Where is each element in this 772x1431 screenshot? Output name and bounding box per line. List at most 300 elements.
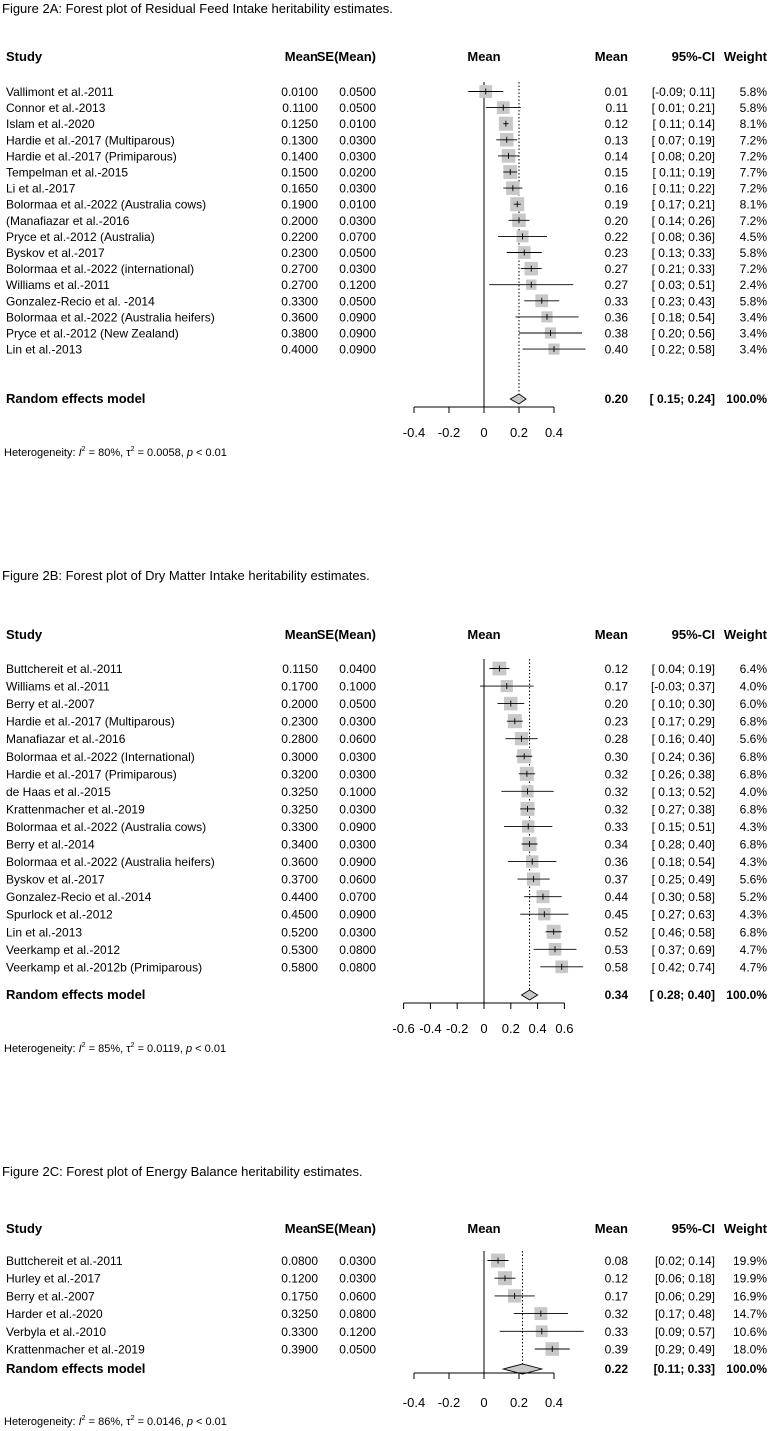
study-mean: 0.1100 — [282, 101, 318, 116]
study-mean: 0.3400 — [281, 837, 318, 852]
study-mean: 0.4000 — [281, 342, 318, 357]
study-label: Hardie et al.-2017 (Multiparous) — [6, 714, 175, 729]
study-label: Vallimont et al.-2011 — [6, 85, 114, 99]
study-mean: 0.1700 — [281, 679, 318, 694]
study-label: Berry et al.-2007 — [6, 697, 95, 712]
study-se-mean: 0.0300 — [339, 837, 376, 852]
study-row — [6, 872, 767, 886]
x-tick-label: -0.2 — [445, 1021, 469, 1036]
study-mean: 0.3000 — [281, 749, 318, 764]
study-mean-estimate: 0.28 — [604, 732, 628, 747]
study-mean-estimate: 0.36 — [604, 310, 628, 325]
study-weight: 4.0% — [739, 784, 767, 799]
tau-squared-superscript: 2 — [130, 446, 135, 453]
tau-squared-symbol: τ — [126, 1416, 131, 1428]
study-row — [6, 802, 767, 817]
study-mean-estimate: 0.44 — [604, 890, 628, 905]
study-ci: [ 0.27; 0.63] — [651, 907, 715, 922]
study-weight: 16.9% — [732, 1289, 767, 1304]
summary-mean: 0.20 — [604, 392, 628, 406]
study-se-mean: 0.0300 — [339, 767, 376, 782]
study-se-mean: 0.1000 — [339, 784, 376, 799]
study-label: Hardie et al.-2017 (Multiparous) — [6, 133, 175, 148]
study-weight: 6.8% — [739, 767, 767, 782]
study-ci: [ 0.23; 0.43] — [651, 294, 715, 309]
study-weight: 19.9% — [732, 1271, 767, 1286]
figure-caption: Figure 2B: Forest plot of Dry Matter Intake heritability estimates. — [2, 568, 370, 583]
x-tick-label: 0.4 — [528, 1021, 547, 1036]
study-se-mean: 0.0300 — [339, 133, 376, 148]
study-weight: 8.1% — [739, 197, 767, 212]
study-mean: 0.3600 — [281, 310, 318, 325]
header-mean: Mean — [284, 49, 318, 64]
study-mean: 0.2800 — [281, 732, 318, 747]
study-mean: 0.3700 — [281, 872, 318, 887]
study-mean-estimate: 0.40 — [604, 342, 628, 357]
study-ci: [ 0.17; 0.29] — [651, 714, 715, 729]
study-ci: [ 0.11; 0.14] — [652, 117, 715, 132]
study-ci: [ 0.17; 0.21] — [651, 197, 715, 212]
study-label: (Manafiazar et al.-2016 — [6, 213, 130, 228]
study-mean: 0.4500 — [281, 907, 318, 922]
summary-mean: 0.22 — [604, 1362, 628, 1376]
study-row — [6, 214, 767, 228]
study-row — [6, 165, 767, 179]
x-tick-label: 0.2 — [509, 1395, 529, 1410]
study-mean-estimate: 0.37 — [604, 872, 628, 887]
study-weight: 3.4% — [739, 310, 767, 325]
summary-weight: 100.0% — [726, 988, 767, 1002]
study-mean-estimate: 0.01 — [604, 85, 628, 99]
study-mean-estimate: 0.27 — [604, 278, 628, 293]
header-study: Study — [6, 49, 43, 64]
study-weight: 6.8% — [739, 837, 767, 852]
header-plot-mean: Mean — [467, 1221, 501, 1236]
x-tick-label: 0 — [480, 1021, 488, 1036]
study-mean-estimate: 0.19 — [604, 197, 628, 212]
study-se-mean: 0.0900 — [339, 855, 376, 870]
header-se-mean: SE(Mean) — [316, 1221, 376, 1236]
x-tick-label: 0.6 — [555, 1021, 574, 1036]
study-se-mean: 0.1200 — [339, 1324, 376, 1339]
study-mean: 0.2200 — [281, 229, 318, 244]
study-se-mean: 0.0900 — [339, 342, 376, 357]
study-row — [6, 697, 767, 711]
study-row — [6, 785, 767, 799]
study-mean: 0.1750 — [281, 1289, 318, 1304]
x-tick-label: 0 — [480, 1395, 488, 1410]
study-weight: 2.4% — [739, 278, 767, 293]
study-mean-estimate: 0.15 — [604, 165, 628, 180]
study-label: Williams et al.-2011 — [6, 679, 110, 694]
study-mean-estimate: 0.36 — [604, 855, 628, 870]
study-row — [6, 310, 767, 324]
study-ci: [ 0.24; 0.36] — [651, 749, 715, 764]
study-ci: [ 0.13; 0.52] — [651, 784, 715, 799]
forest-panel-b — [2, 568, 768, 1055]
study-weight: 7.2% — [739, 181, 767, 196]
tau-squared-symbol: τ — [126, 447, 131, 459]
study-mean: 0.3600 — [281, 855, 318, 870]
study-ci: [ 0.22; 0.58] — [651, 342, 715, 357]
study-mean-estimate: 0.12 — [604, 1271, 628, 1286]
study-row — [6, 943, 767, 957]
study-weight: 4.3% — [739, 855, 767, 870]
heterogeneity-prefix: Heterogeneity: — [4, 447, 79, 459]
header-se-mean: SE(Mean) — [316, 627, 376, 642]
study-weight: 6.8% — [739, 714, 767, 729]
study-mean: 0.1250 — [281, 117, 318, 132]
study-se-mean: 0.0900 — [339, 326, 376, 341]
study-label: Williams et al.-2011 — [6, 278, 110, 293]
study-mean-estimate: 0.53 — [604, 942, 628, 957]
study-mean: 0.5300 — [281, 942, 318, 957]
study-row — [6, 925, 767, 940]
study-mean: 0.5200 — [281, 925, 318, 940]
study-label: Lin et al.-2013 — [6, 925, 83, 940]
study-row — [6, 85, 767, 99]
summary-mean: 0.34 — [604, 988, 628, 1002]
study-mean-estimate: 0.32 — [604, 802, 628, 817]
study-se-mean: 0.0300 — [339, 749, 376, 764]
i-squared-symbol: I — [78, 447, 82, 459]
header-weight: Weight — [723, 49, 767, 64]
study-mean-estimate: 0.11 — [605, 101, 628, 116]
study-se-mean: 0.0500 — [339, 101, 376, 116]
summary-diamond — [510, 394, 526, 404]
summary-label: Random effects model — [6, 391, 146, 406]
study-mean-estimate: 0.12 — [604, 662, 628, 676]
study-weight: 3.4% — [739, 326, 767, 341]
study-mean: 0.4400 — [281, 890, 318, 905]
i-squared-symbol: I — [78, 1416, 82, 1428]
study-label: Bolormaa et al.-2022 (International) — [6, 749, 195, 764]
x-tick-label: -0.4 — [402, 1395, 426, 1410]
header-95-ci: 95%-CI — [671, 1221, 715, 1236]
study-se-mean: 0.0300 — [339, 149, 376, 164]
study-mean-estimate: 0.32 — [604, 1307, 628, 1322]
study-mean: 0.2300 — [281, 246, 318, 260]
tau-squared-superscript: 2 — [130, 1415, 135, 1422]
forest-panel-a — [2, 1, 768, 459]
x-tick-label: 0.2 — [509, 425, 529, 440]
header-mean: Mean — [284, 1221, 318, 1236]
study-ci: [0.17; 0.48] — [654, 1307, 715, 1322]
study-row — [6, 294, 767, 308]
p-value-value: < 0.01 — [192, 447, 227, 459]
study-mean-estimate: 0.08 — [604, 1254, 628, 1268]
study-row — [6, 262, 767, 276]
x-tick-label: -0.6 — [392, 1021, 415, 1036]
study-row — [6, 133, 767, 147]
study-ci: [ 0.11; 0.19] — [652, 165, 715, 180]
i-squared-symbol: I — [78, 1043, 82, 1055]
study-weight: 4.3% — [739, 819, 767, 834]
study-row — [6, 960, 767, 974]
study-se-mean: 0.0600 — [339, 1289, 376, 1304]
study-mean-estimate: 0.17 — [604, 679, 628, 694]
study-mean-estimate: 0.33 — [604, 1324, 628, 1339]
tau-squared-value: = 0.0146, — [134, 1416, 187, 1428]
study-mean-estimate: 0.12 — [604, 117, 628, 132]
study-se-mean: 0.0100 — [339, 197, 376, 212]
study-mean-estimate: 0.20 — [604, 213, 628, 228]
study-ci: [ 0.08; 0.20] — [651, 149, 715, 164]
x-tick-label: -0.2 — [437, 1395, 461, 1410]
study-mean-estimate: 0.17 — [604, 1289, 628, 1304]
study-label: Veerkamp et al.-2012b (Primiparous) — [6, 960, 203, 975]
study-mean: 0.1150 — [282, 662, 318, 676]
study-row — [6, 749, 767, 764]
summary-weight: 100.0% — [726, 392, 767, 406]
study-se-mean: 0.0700 — [339, 229, 376, 244]
study-mean-estimate: 0.33 — [604, 819, 628, 834]
study-row — [6, 246, 767, 260]
figure-caption: Figure 2C: Forest plot of Energy Balance heritability estimates. — [2, 1164, 363, 1179]
heterogeneity-prefix: Heterogeneity: — [4, 1043, 79, 1055]
study-ci: [ 0.03; 0.51] — [651, 278, 715, 293]
x-tick-label: -0.4 — [402, 425, 426, 440]
study-row — [6, 181, 767, 195]
study-ci: [0.29; 0.49] — [654, 1342, 715, 1357]
study-weight: 4.7% — [739, 960, 767, 975]
study-mean-estimate: 0.22 — [604, 229, 628, 244]
study-se-mean: 0.1000 — [339, 679, 376, 694]
study-weight: 3.4% — [739, 342, 767, 357]
study-label: Islam et al.-2020 — [6, 117, 95, 132]
study-row — [6, 1342, 767, 1356]
study-label: Veerkamp et al.-2012 — [6, 942, 121, 957]
study-ci: [ 0.18; 0.54] — [651, 855, 715, 870]
study-mean: 0.2300 — [281, 714, 318, 729]
x-tick-label: 0.4 — [544, 1395, 564, 1410]
heterogeneity-stats — [4, 446, 227, 459]
header-mean-estimate: Mean — [594, 49, 628, 64]
study-mean: 0.1500 — [281, 165, 318, 180]
study-row — [6, 820, 767, 834]
study-se-mean: 0.0300 — [339, 1271, 376, 1286]
study-label: Berry et al.-2014 — [6, 837, 95, 852]
study-mean-estimate: 0.14 — [604, 149, 628, 164]
study-weight: 10.6% — [732, 1324, 767, 1339]
study-se-mean: 0.0600 — [339, 872, 376, 887]
study-label: Hardie et al.-2017 (Primiparous) — [6, 149, 177, 164]
study-mean: 0.3300 — [281, 819, 318, 834]
study-mean: 0.2700 — [281, 278, 318, 293]
heterogeneity-prefix: Heterogeneity: — [4, 1416, 79, 1428]
study-se-mean: 0.0900 — [339, 907, 376, 922]
study-mean-estimate: 0.32 — [604, 767, 628, 782]
study-row — [6, 278, 767, 292]
study-ci: [ 0.18; 0.54] — [651, 310, 715, 325]
study-weight: 6.4% — [739, 662, 767, 676]
study-ci: [0.09; 0.57] — [654, 1324, 715, 1339]
study-mean-estimate: 0.13 — [604, 133, 628, 148]
header-mean: Mean — [284, 627, 318, 642]
study-ci: [ 0.07; 0.19] — [651, 133, 715, 148]
p-value-symbol: p — [186, 1043, 193, 1055]
study-row — [6, 767, 767, 782]
study-mean: 0.0100 — [281, 85, 318, 99]
study-se-mean: 0.0700 — [339, 890, 376, 905]
study-weight: 4.3% — [739, 907, 767, 922]
study-label: Bolormaa et al.-2022 (Australia cows) — [6, 819, 207, 834]
study-se-mean: 0.0300 — [339, 181, 376, 196]
study-se-mean: 0.0500 — [339, 246, 376, 260]
study-ci: [-0.09; 0.11] — [651, 85, 715, 99]
forest-panel-c — [2, 1164, 768, 1428]
summary-diamond — [522, 990, 538, 1000]
study-ci: [ 0.15; 0.51] — [651, 819, 715, 834]
study-ci: [ 0.08; 0.36] — [651, 229, 715, 244]
study-mean-estimate: 0.52 — [604, 925, 628, 940]
study-se-mean: 0.0500 — [339, 294, 376, 309]
study-weight: 5.8% — [739, 101, 767, 116]
header-plot-mean: Mean — [467, 627, 501, 642]
study-se-mean: 0.0500 — [339, 85, 376, 99]
study-row — [6, 890, 767, 904]
study-row — [6, 1325, 767, 1339]
study-mean-estimate: 0.32 — [604, 784, 628, 799]
study-row — [6, 1271, 767, 1286]
tau-squared-value: = 0.0058, — [134, 447, 187, 459]
study-se-mean: 0.0400 — [339, 662, 376, 676]
study-ci: [ 0.42; 0.74] — [651, 960, 715, 975]
study-mean: 0.3300 — [281, 294, 318, 309]
header-study: Study — [6, 1221, 43, 1236]
study-row — [6, 714, 767, 729]
study-row — [6, 230, 767, 244]
study-label: Li et al.-2017 — [6, 181, 76, 196]
study-label: Byskov et al.-2017 — [6, 246, 105, 260]
study-mean-estimate: 0.23 — [604, 246, 628, 260]
study-row — [6, 855, 767, 869]
study-weight: 5.6% — [739, 732, 767, 747]
study-mean-estimate: 0.20 — [604, 697, 628, 712]
i-squared-value: = 80%, — [85, 447, 127, 459]
summary-weight: 100.0% — [726, 1362, 767, 1376]
study-se-mean: 0.0900 — [339, 310, 376, 325]
study-se-mean: 0.0200 — [339, 165, 376, 180]
header-plot-mean: Mean — [467, 49, 501, 64]
study-ci: [ 0.27; 0.38] — [651, 802, 715, 817]
study-label: Hurley et al.-2017 — [6, 1271, 101, 1286]
study-ci: [ 0.04; 0.19] — [651, 662, 715, 676]
study-weight: 4.5% — [739, 229, 767, 244]
summary-label: Random effects model — [6, 1361, 146, 1376]
study-mean: 0.2000 — [281, 213, 318, 228]
study-weight: 7.2% — [739, 213, 767, 228]
study-mean-estimate: 0.45 — [604, 907, 628, 922]
study-label: Harder et al.-2020 — [6, 1307, 103, 1322]
header-95-ci: 95%-CI — [671, 627, 715, 642]
study-weight: 19.9% — [732, 1254, 767, 1268]
study-mean-estimate: 0.58 — [604, 960, 628, 975]
study-mean: 0.2000 — [281, 697, 318, 712]
study-label: Spurlock et al.-2012 — [6, 907, 113, 922]
study-row — [6, 149, 767, 163]
header-study: Study — [6, 627, 43, 642]
study-label: Lin et al.-2013 — [6, 342, 83, 357]
study-ci: [ 0.26; 0.38] — [651, 767, 715, 782]
study-mean: 0.5800 — [281, 960, 318, 975]
study-label: Hardie et al.-2017 (Primiparous) — [6, 767, 177, 782]
study-weight: 18.0% — [732, 1342, 767, 1357]
study-ci: [ 0.21; 0.33] — [651, 262, 715, 277]
study-row — [6, 662, 767, 676]
study-mean: 0.1400 — [281, 149, 318, 164]
study-mean: 0.1650 — [281, 181, 318, 196]
study-label: Bolormaa et al.-2022 (international) — [6, 262, 195, 277]
study-ci: [0.06; 0.18] — [654, 1271, 715, 1286]
study-label: Manafiazar et al.-2016 — [6, 732, 126, 747]
study-ci: [ 0.14; 0.26] — [651, 213, 715, 228]
x-tick-label: -0.2 — [437, 425, 461, 440]
study-mean: 0.3250 — [281, 1307, 318, 1322]
study-ci: [ 0.01; 0.21] — [651, 101, 715, 116]
study-row — [6, 1289, 767, 1303]
i-squared-value: = 86%, — [85, 1416, 127, 1428]
study-ci: [ 0.46; 0.58] — [651, 925, 715, 940]
study-mean: 0.1300 — [281, 133, 318, 148]
study-ci: [ 0.30; 0.58] — [651, 890, 715, 905]
study-label: Buttchereit et al.-2011 — [6, 662, 123, 676]
header-mean-estimate: Mean — [594, 627, 628, 642]
study-se-mean: 0.0500 — [339, 1342, 376, 1357]
study-row — [6, 1254, 767, 1269]
study-mean-estimate: 0.30 — [604, 749, 628, 764]
study-mean-estimate: 0.38 — [604, 326, 628, 341]
study-row — [6, 908, 767, 922]
study-label: de Haas et al.-2015 — [6, 784, 111, 799]
study-se-mean: 0.0300 — [339, 802, 376, 817]
study-se-mean: 0.0300 — [339, 213, 376, 228]
study-se-mean: 0.0800 — [339, 1307, 376, 1322]
study-mean: 0.3300 — [281, 1324, 318, 1339]
study-se-mean: 0.0800 — [339, 960, 376, 975]
study-ci: [0.06; 0.29] — [654, 1289, 715, 1304]
study-ci: [ 0.11; 0.22] — [652, 181, 715, 196]
study-se-mean: 0.0300 — [339, 925, 376, 940]
study-mean-estimate: 0.16 — [604, 181, 628, 196]
header-weight: Weight — [723, 1221, 767, 1236]
study-weight: 7.2% — [739, 262, 767, 277]
study-weight: 4.7% — [739, 942, 767, 957]
study-weight: 5.8% — [739, 246, 767, 260]
study-ci: [ 0.20; 0.56] — [651, 326, 715, 341]
study-row — [6, 837, 767, 852]
study-mean-estimate: 0.34 — [604, 837, 628, 852]
p-value-symbol: p — [186, 447, 193, 459]
study-weight: 7.7% — [739, 165, 767, 180]
study-weight: 8.1% — [739, 117, 767, 132]
study-mean: 0.3250 — [281, 802, 318, 817]
study-row — [6, 680, 767, 694]
study-se-mean: 0.0900 — [339, 819, 376, 834]
study-label: Gonzalez-Recio et al.-2014 — [6, 890, 152, 905]
x-tick-label: -0.4 — [419, 1021, 442, 1036]
summary-label: Random effects model — [6, 987, 146, 1002]
study-se-mean: 0.0100 — [339, 117, 376, 132]
study-label: Bolormaa et al.-2022 (Australia heifers) — [6, 855, 215, 870]
summary-ci: [ 0.28; 0.40] — [649, 988, 715, 1002]
study-weight: 14.7% — [732, 1307, 767, 1322]
header-95-ci: 95%-CI — [671, 49, 715, 64]
study-weight: 6.8% — [739, 925, 767, 940]
study-label: Connor et al.-2013 — [6, 101, 106, 116]
study-weight: 5.8% — [739, 294, 767, 309]
study-label: Pryce et al.-2012 (New Zealand) — [6, 326, 179, 341]
